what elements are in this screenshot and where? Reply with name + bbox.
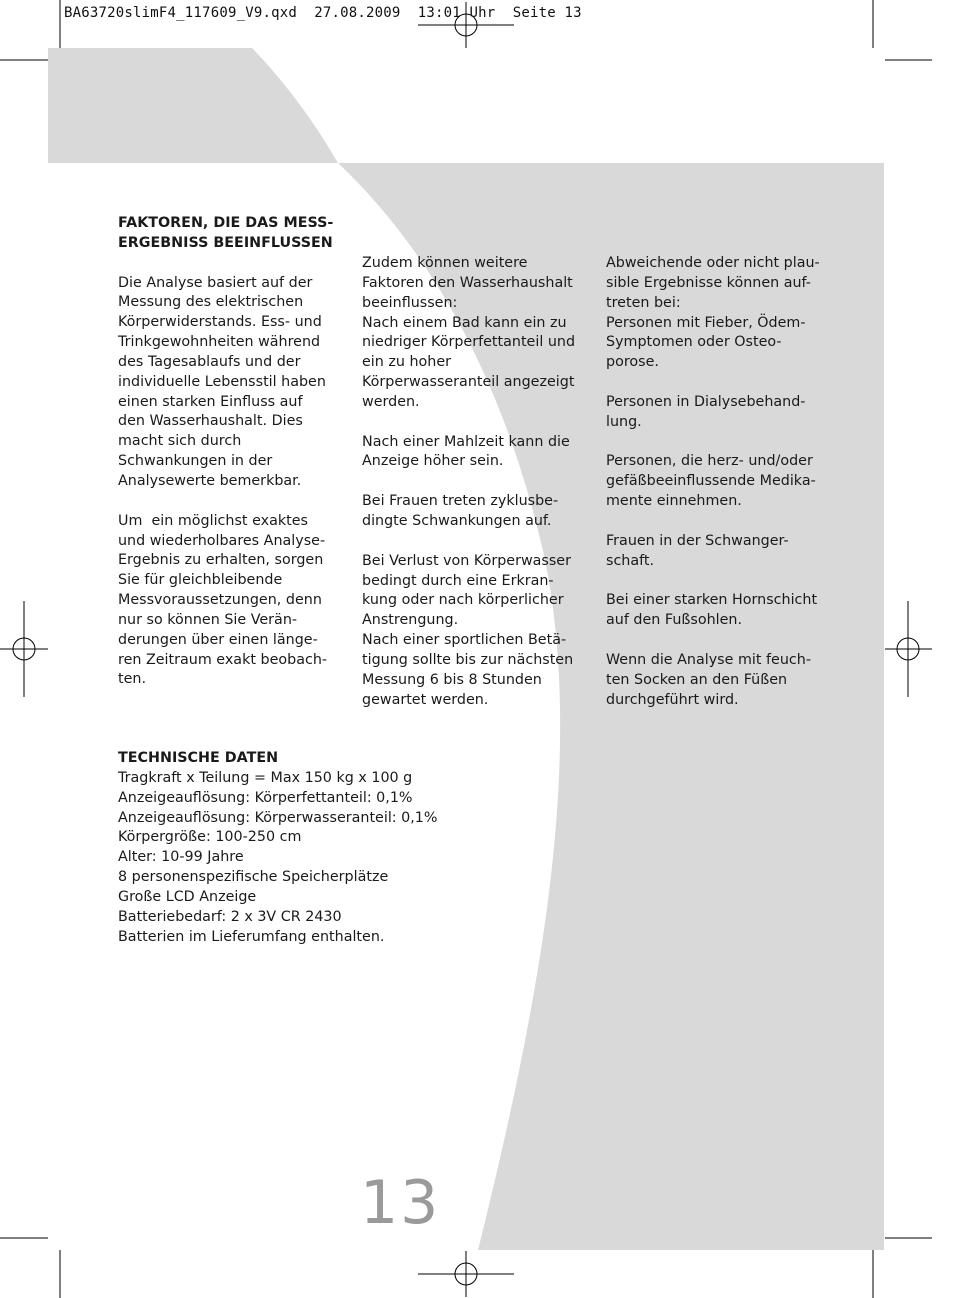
paragraph [118,274,348,492]
text-line: gewartet werden. [362,691,489,708]
registration-mark-right [885,601,932,697]
text-line: durchgeführt wird. [606,691,739,708]
text-line: ten. [118,671,147,688]
text-line: Batteriebedarf: 2 x 3V CR 2430 [118,908,342,925]
text-line: nur so können Sie Verän- [118,611,298,628]
text-line: den Wasserhaushalt. Dies [118,413,303,430]
paragraph [118,512,348,691]
paragraph [606,651,836,711]
registration-mark-bottom [418,1251,514,1297]
text-line: Frauen in der Schwanger- [606,532,789,549]
text-line: Wenn die Analyse mit feuch- [606,651,811,668]
text-line: Körperwasseranteil angezeigt [362,374,575,391]
text-line: Analysewerte bemerkbar. [118,472,302,489]
text-line: Personen in Dialysebehand- [606,393,806,410]
text-line: beeinflussen: [362,294,458,311]
text-line: werden. [362,393,420,410]
text-line: gefäßbeeinflussende Medika- [606,473,816,490]
registration-mark-left [0,601,48,697]
text-line: tigung sollte bis zur nächsten [362,651,574,668]
text-line: 8 personenspezifische Speicherplätze [118,869,389,886]
paragraph [606,532,836,572]
paragraph [362,433,592,473]
paragraph [362,254,592,413]
text-line: Messung 6 bis 8 Stunden [362,671,542,688]
text-line: FAKTOREN, DIE DAS MESS- [118,215,334,231]
text-line: ERGEBNISS BEEINFLUSSEN [118,234,333,251]
text-line: Messung des elektrischen [118,294,304,311]
text-line: dingte Schwankungen auf. [362,512,552,529]
text-line: auf den Fußsohlen. [606,612,743,629]
text-line: treten bei: [606,294,681,311]
text-line: mente einnehmen. [606,493,742,510]
paragraph [606,591,836,631]
technical-data-section [118,749,478,947]
text-line: Die Analyse basiert auf der [118,274,313,291]
text-line: Anstrengung. [362,612,459,629]
text-line: einen starken Einfluss auf [118,393,303,410]
page-number: 13 [360,1168,441,1238]
factors-column-2 [362,254,592,710]
text-line: Bei Frauen treten zyklusbe- [362,493,559,510]
text-line: Trinkgewohnheiten während [118,334,321,351]
text-line: Alter: 10-99 Jahre [118,849,244,866]
text-line: Nach einer sportlichen Betä- [362,632,567,649]
factors-heading [118,214,348,254]
text-line: Symptomen oder Osteo- [606,334,782,351]
text-line: kung oder nach körperlicher [362,592,564,609]
text-line: sible Ergebnisse können auf- [606,274,811,291]
text-line: des Tagesablaufs und der [118,353,301,370]
text-line: und wiederholbares Analyse- [118,532,326,549]
factors-column-1 [118,214,348,690]
text-line: ein zu hoher [362,354,452,371]
text-line: Körpergröße: 100-250 cm [118,829,302,846]
print-slug-line: BA63720slimF4_117609_V9.qxd 27.08.2009 13:01 Uhr Seite 13 [64,5,582,21]
technical-data-list [118,769,478,948]
text-line: Batterien im Lieferumfang enthalten. [118,928,385,945]
text-line: Ergebnis zu erhalten, sorgen [118,552,324,569]
text-line: Schwankungen in der [118,453,273,470]
text-line: Sie für gleichbleibende [118,572,283,589]
text-line: ten Socken an den Füßen [606,671,788,688]
text-line: Um ein möglichst exaktes [118,512,308,529]
text-line: Anzeigeauflösung: Körperfettanteil: 0,1% [118,789,413,806]
text-line: derungen über einen länge- [118,631,318,648]
text-line: Messvoraussetzungen, denn [118,592,322,609]
text-line: schaft. [606,552,655,569]
text-line: Faktoren den Wasserhaushalt [362,274,573,291]
text-line: Zudem können weitere [362,255,528,271]
text-line: Nach einer Mahlzeit kann die [362,433,570,450]
grey-top-band [48,48,338,163]
text-line: porose. [606,354,659,371]
text-line: Abweichende oder nicht plau- [606,255,820,271]
technical-data-heading: TECHNISCHE DATEN [118,750,279,766]
text-line: Tragkraft x Teilung = Max 150 kg x 100 g [118,769,413,786]
factors-column-3 [606,254,836,710]
text-line: ren Zeitraum exakt beobach- [118,651,328,668]
text-line: individuelle Lebensstil haben [118,373,326,390]
text-line: niedriger Körperfettanteil und [362,334,576,351]
text-line: Anzeigeauflösung: Körperwasseranteil: 0,1% [118,809,438,826]
paragraph [362,492,592,532]
paragraph [606,254,836,373]
text-line: Personen mit Fieber, Ödem- [606,314,806,331]
text-line: Bei einer starken Hornschicht [606,592,818,609]
text-line: lung. [606,413,642,430]
text-line: Körperwiderstands. Ess- und [118,314,322,331]
text-line: Bei Verlust von Körperwasser [362,552,571,569]
text-line: bedingt durch eine Erkran- [362,572,554,589]
text-line: Personen, die herz- und/oder [606,453,813,470]
text-line: macht sich durch [118,433,242,450]
paragraph [362,552,592,711]
paragraph [606,393,836,433]
paragraph [606,452,836,512]
text-line: Große LCD Anzeige [118,888,257,905]
text-line: Nach einem Bad kann ein zu [362,314,567,331]
text-line: Anzeige höher sein. [362,453,504,470]
